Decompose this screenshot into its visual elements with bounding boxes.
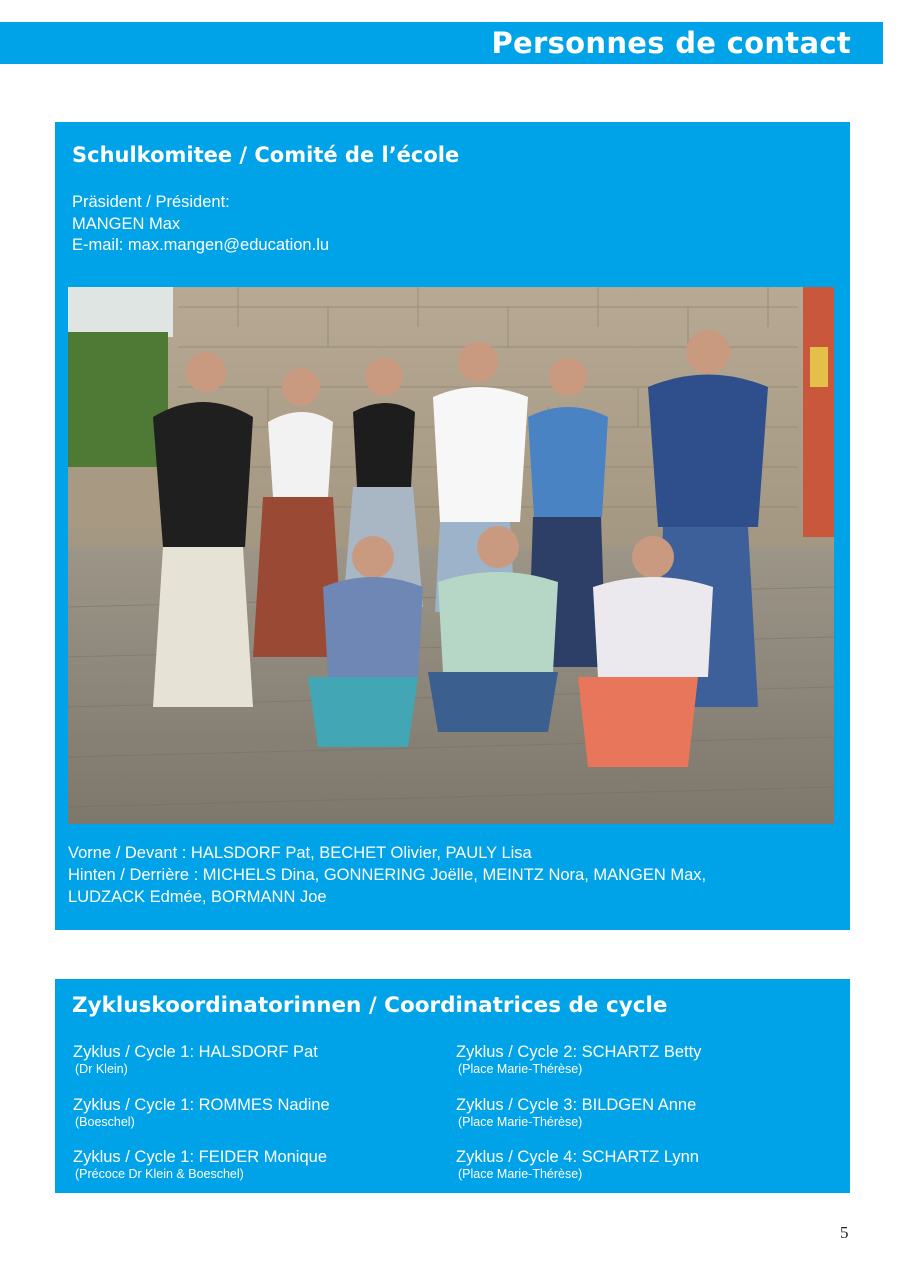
president-contact	[72, 192, 329, 257]
school-committee-title: Schulkomitee / Comité de l’école	[72, 143, 460, 167]
caption-line: Hinten / Derrière : MICHELS Dina, GONNERING Joëlle, MEINTZ Nora, MANGEN Max,	[68, 866, 707, 884]
coordinators-title: Zykluskoordinatorinnen / Coordinatrices de cycle	[72, 993, 668, 1018]
coordinator-item	[456, 1042, 701, 1076]
coordinator-name: Zyklus / Cycle 1: HALSDORF Pat	[73, 1043, 318, 1061]
president-label: Präsident / Président:	[72, 193, 230, 211]
header-band	[0, 22, 883, 64]
caption-line: Vorne / Devant : HALSDORF Pat, BECHET Olivier, PAULY Lisa	[68, 844, 532, 862]
president-name: MANGEN Max	[72, 214, 181, 233]
coordinator-item	[456, 1147, 699, 1181]
group-photo-illustration	[68, 287, 834, 824]
coordinator-name: Zyklus / Cycle 2: SCHARTZ Betty	[456, 1043, 702, 1061]
coordinator-location: (Place Marie-Thérèse)	[458, 1062, 583, 1076]
group-photo	[68, 287, 834, 824]
coordinator-location: (Précoce Dr Klein & Boeschel)	[75, 1167, 244, 1181]
coordinator-location: (Place Marie-Thérèse)	[458, 1167, 583, 1181]
coordinator-name: Zyklus / Cycle 3: BILDGEN Anne	[456, 1096, 697, 1114]
coordinator-location: (Dr Klein)	[75, 1062, 128, 1076]
caption-line: LUDZACK Edmée, BORMANN Joe	[68, 888, 327, 906]
page-title: Personnes de contact	[491, 26, 851, 60]
coordinator-item	[73, 1147, 327, 1181]
coordinator-name: Zyklus / Cycle 4: SCHARTZ Lynn	[456, 1148, 699, 1166]
president-email: E-mail: max.mangen@education.lu	[72, 236, 330, 254]
coordinator-item	[73, 1042, 318, 1076]
coordinators-panel	[55, 979, 850, 1193]
school-committee-panel	[55, 122, 850, 930]
coordinator-item	[456, 1095, 696, 1129]
coordinator-name: Zyklus / Cycle 1: FEIDER Monique	[73, 1148, 327, 1166]
coordinator-location: (Place Marie-Thérèse)	[458, 1115, 583, 1129]
page-number: 5	[840, 1223, 849, 1242]
front-row-people	[308, 526, 713, 767]
coordinator-item	[73, 1095, 330, 1129]
coordinator-name: Zyklus / Cycle 1: ROMMES Nadine	[73, 1096, 330, 1114]
coordinator-location: (Boeschel)	[75, 1115, 135, 1129]
photo-caption	[68, 842, 706, 908]
